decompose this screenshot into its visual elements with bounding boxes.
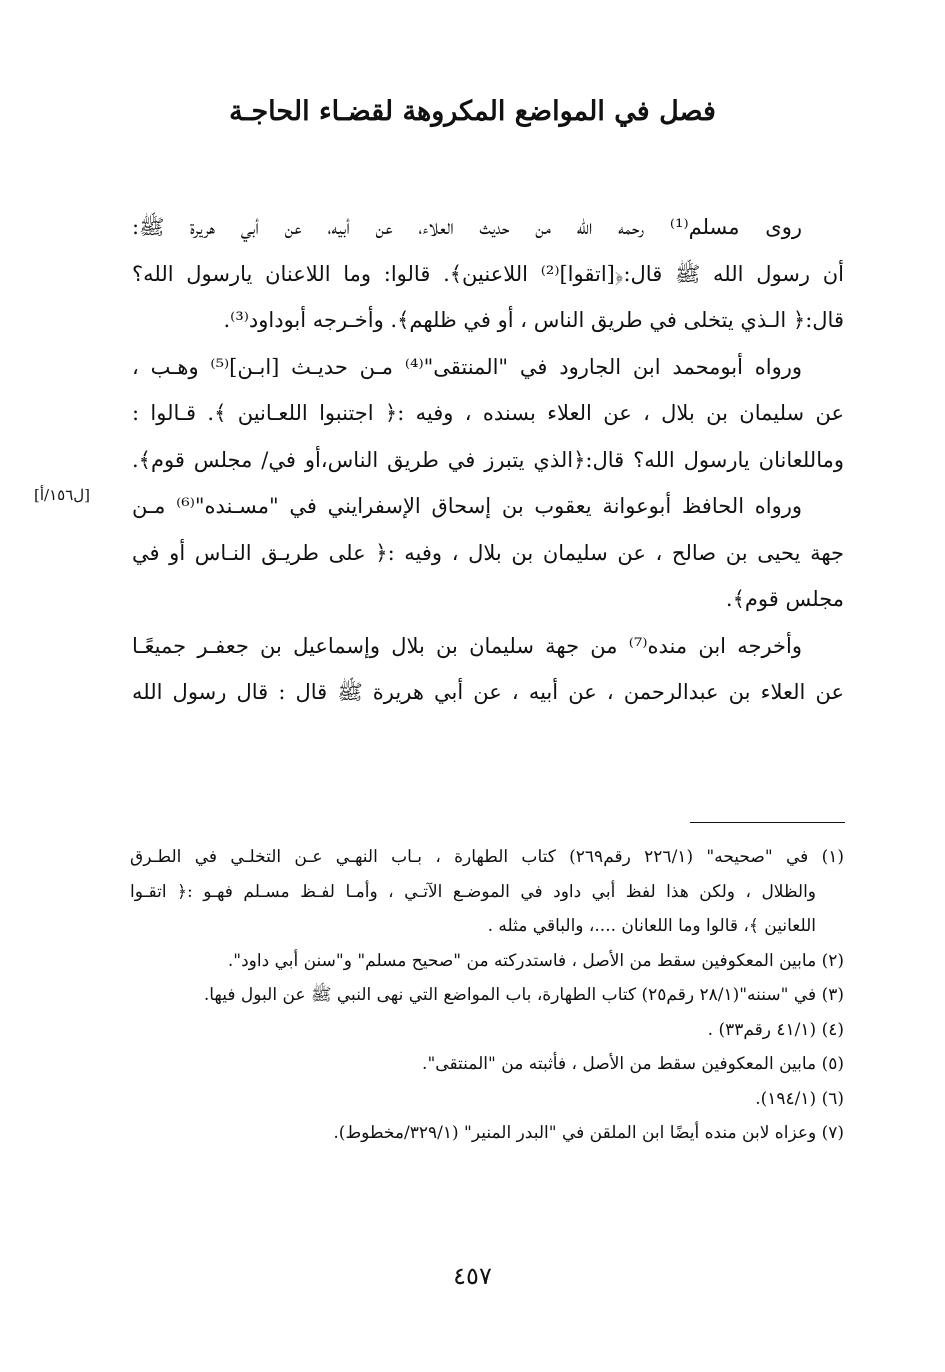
text-line: عن العلاء بن عبدالرحمن ، عن أبيه ، عن أبي هريرة ﷺ قال : قال رسول الله xyxy=(132,680,844,704)
text-line: جهة يحيى بن صالح ، عن سليمان بن بلال ، وفيه :﴿ على طريـق النـاس أو في xyxy=(132,540,844,565)
section-title: فصل في المواضع المكروهة لقضـاء الحاجـة xyxy=(229,96,716,127)
main-text xyxy=(132,204,844,716)
footnote-line: اللعانين ﴾، قالوا وما اللعانان ....، والباقي مثله . xyxy=(487,916,816,936)
text-line: قال:﴿ الـذي يتخلى في طريق الناس ، أو في ظلهم﴾. وأخـرجه أبوداود⁽³⁾. xyxy=(223,308,844,332)
footnote-separator xyxy=(690,822,845,823)
page-number: ٤٥٧ xyxy=(453,1262,492,1290)
text-line: وأخرجه ابن منده⁽⁷⁾ من جهة سليمان بن بلال وإسماعيل بن جعفـر جميعًـا xyxy=(132,633,802,658)
text-line: مجلس قوم﴾. xyxy=(725,587,844,611)
footnote-line: والظلال ، ولكن هذا لفظ أبي داود في الموضـع الآتـي ، وأمـا لفـظ مسـلم فهـو :﴿ اتقـوا xyxy=(130,881,816,902)
text-line: ورواه أبومحمد ابن الجارود في "المنتقى"⁽⁴⁾ مـن حديـث [ابـن]⁽⁵⁾ وهـب ، xyxy=(132,354,802,379)
text-line: روى مسلم⁽¹⁾ رحمه الله من حديث العلاء، عن أبيه، عن أبي هريرة ﷺ: xyxy=(132,215,802,239)
text-line: أن رسول الله ﷺ قال:﴿[اتقوا]⁽²⁾ اللاعنين﴾. قالوا: وما اللاعنان يارسول الله؟ xyxy=(132,261,844,286)
footnotes xyxy=(130,840,844,1151)
footnote-line: (١) في "صحيحه" (٢٢٦/١ رقم٢٦٩) كتاب الطهارة ، بـاب النهـي عـن التخلـي في الطـرق xyxy=(130,847,844,867)
text-line: عن سليمان بن بلال ، عن العلاء بسنده ، وفيه :﴿ اجتنبوا اللعـانين ﴾. قـالوا : xyxy=(132,401,844,425)
text-line: وماللعانان يارسول الله؟ قال:﴿الذي يتبرز في طريق الناس،أو في/ مجلس قوم﴾. xyxy=(132,447,844,472)
footnote-line: (٢) مابين المعكوفين سقط من الأصل ، فاستدركته من "صحيح مسلم" و"سنن أبي داود". xyxy=(227,950,844,971)
manuscript-folio-note: [ل١٥٦/أ] xyxy=(34,486,91,504)
text-line: ورواه الحافظ أبوعوانة يعقوب بن إسحاق الإسفرايني في "مسـنده"⁽⁶⁾ مـن xyxy=(132,494,802,518)
footnote-line: (٥) مابين المعكوفين سقط من الأصل ، فأثبته من "المنتقى". xyxy=(422,1054,844,1074)
footnote-line: (٦) (١٩٤/١). xyxy=(755,1088,844,1109)
footnote-line: (٤) (٤١/١ رقم٣٣) . xyxy=(707,1019,844,1040)
footnote-line: (٧) وعزاه لابن منده أيضًا ابن الملقن في "البدر المنير" (٣٢٩/١/مخطوط). xyxy=(333,1123,844,1143)
footnote-line: (٣) في "سننه"(٢٨/١ رقم٢٥) كتاب الطهارة، باب المواضع التي نهى النبي ﷺ عن البول فيها. xyxy=(203,985,844,1005)
